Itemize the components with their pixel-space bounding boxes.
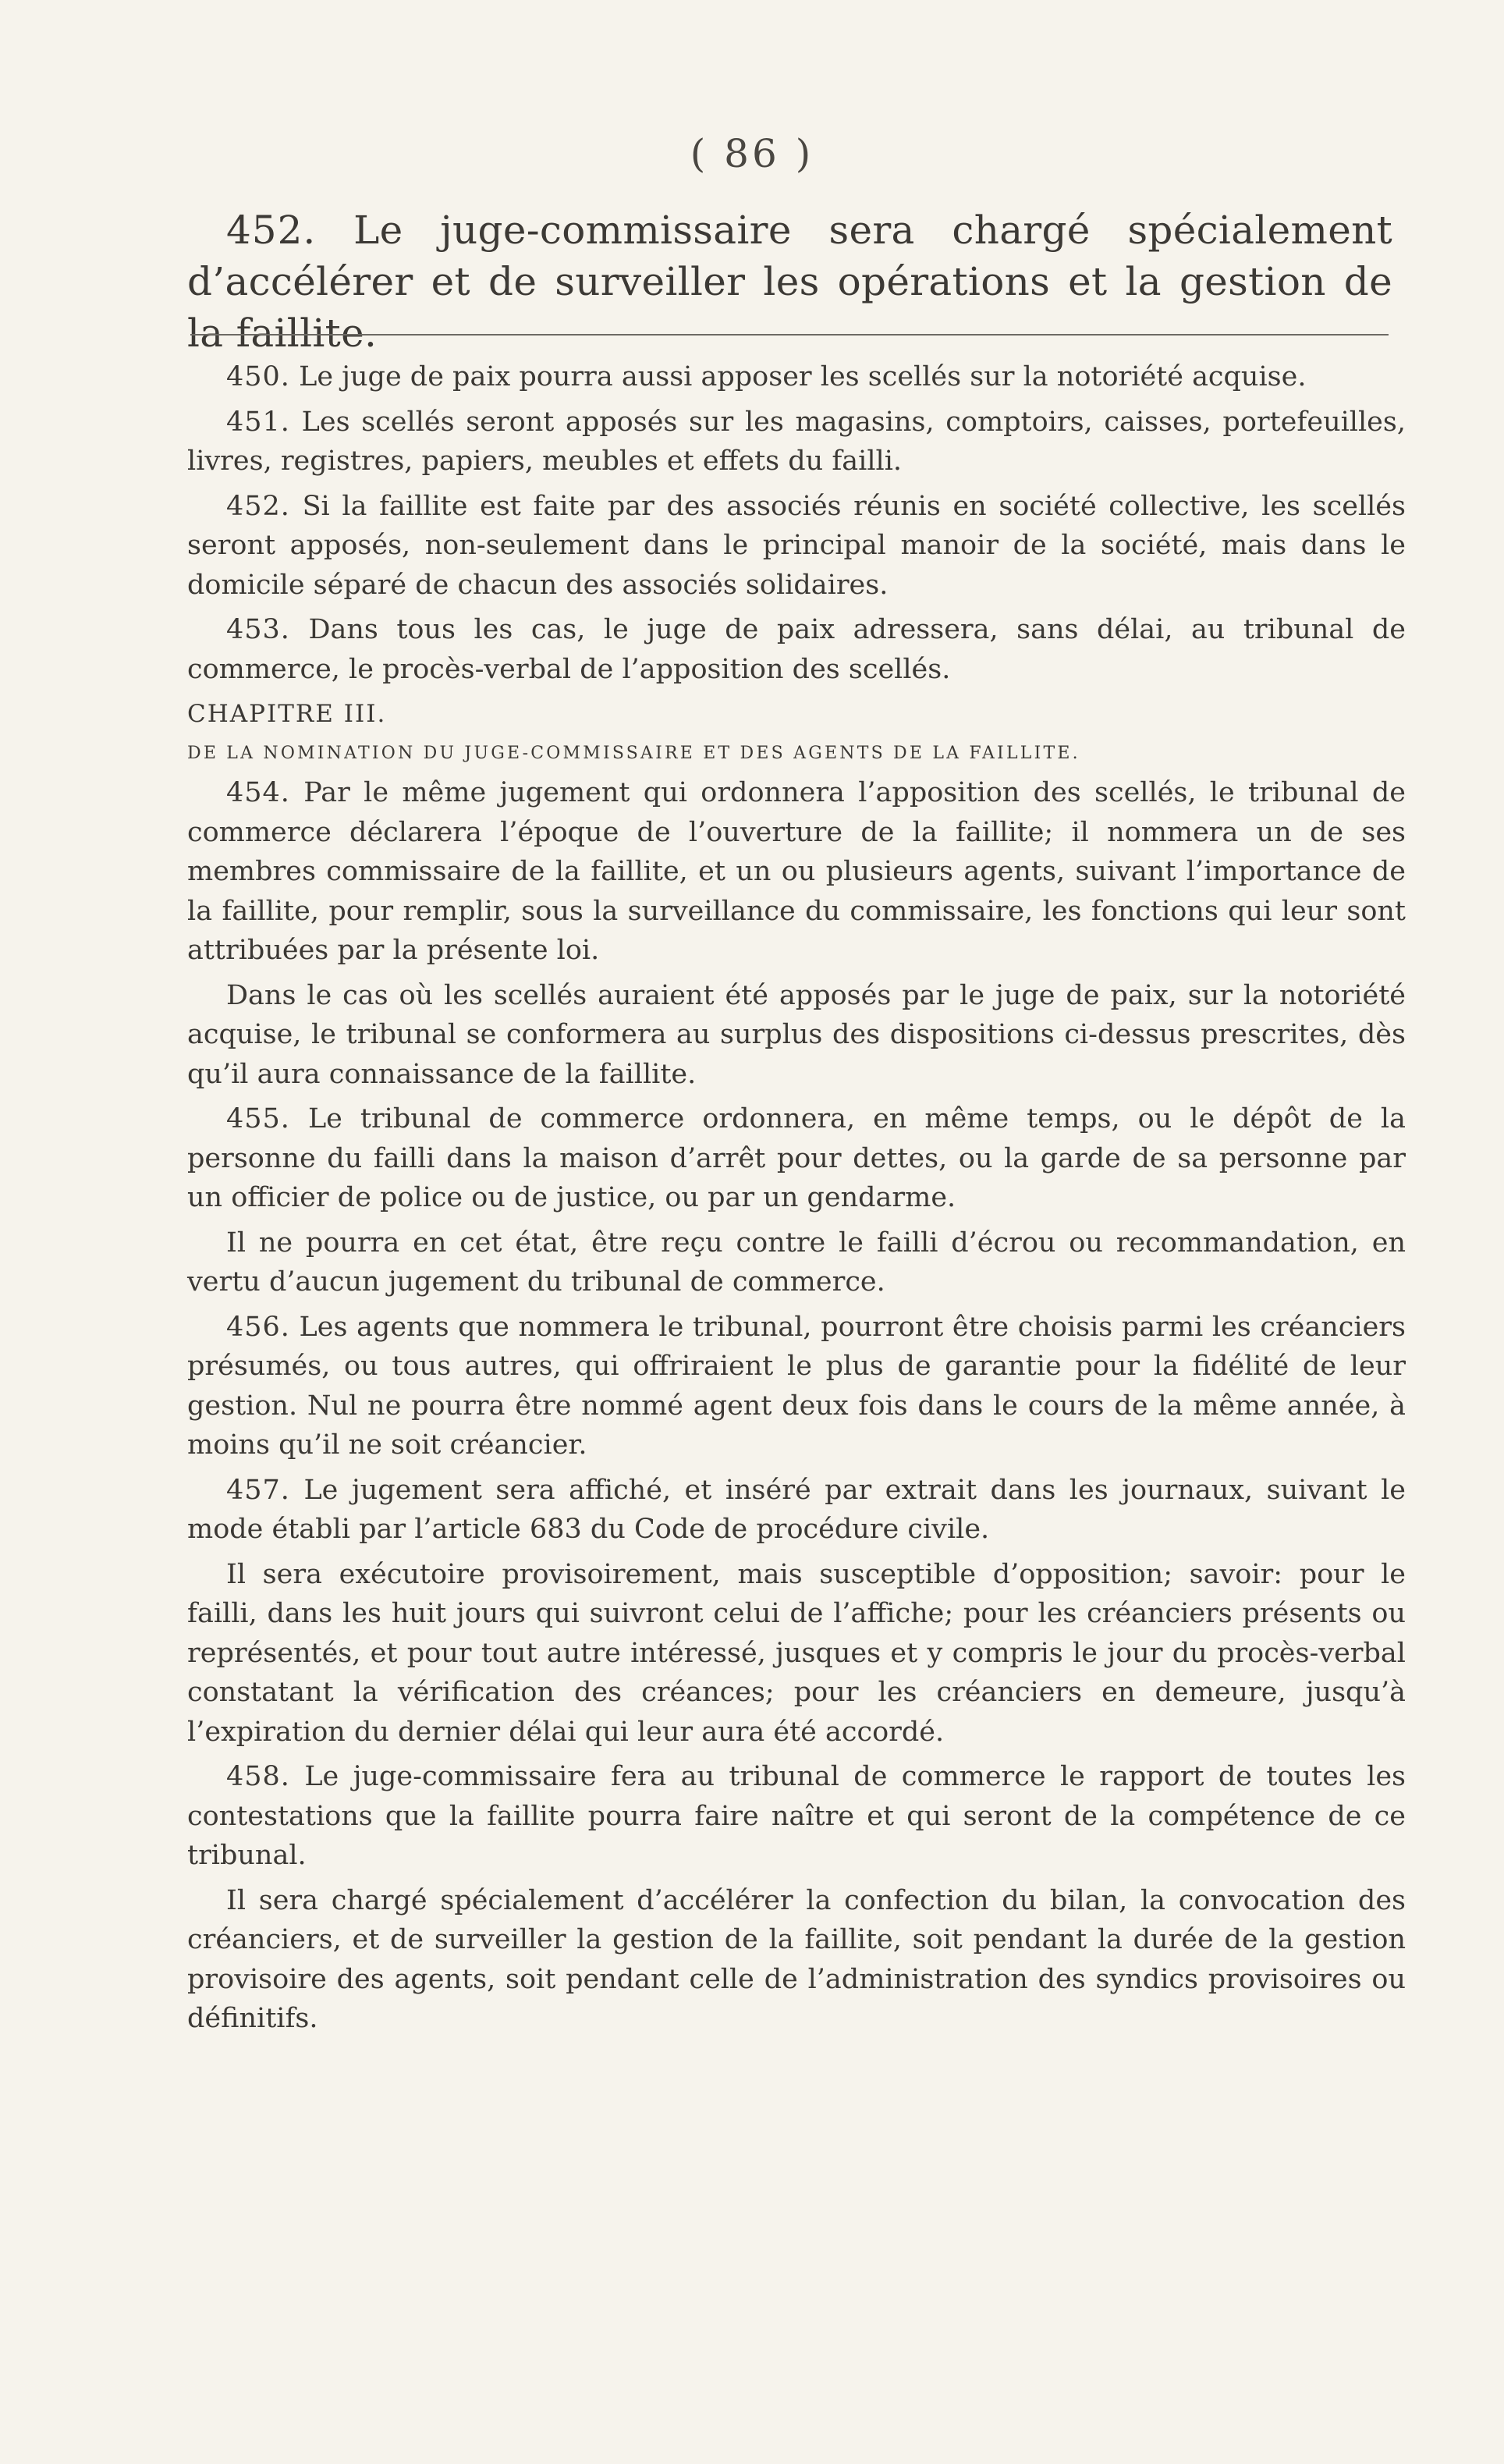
article-number: 456. xyxy=(226,1311,290,1343)
top-article xyxy=(187,204,1392,359)
article-number: 455. xyxy=(226,1103,290,1134)
articles-body xyxy=(187,357,1406,2044)
article-text: Le juge de paix pourra aussi apposer les scellés sur la notoriété acquise. xyxy=(299,361,1307,392)
article-text: Le juge-commissaire fera au tribunal de commerce le rapport de toutes les contestations que la faillite pourra faire naître et qui seront de la compétence de ce tribunal. xyxy=(187,1761,1406,1871)
article-text: Dans le cas où les scellés auraient été apposés par le juge de paix, sur la notoriété acquise, le tribunal se conformera au surplus des dispositions ci-dessus prescrites, dès qu’il aura connaissance de la faillite. xyxy=(187,979,1406,1090)
article-number: 457. xyxy=(226,1474,290,1506)
article-number: 452. xyxy=(226,208,317,253)
article-text: Il sera chargé spécialement d’accélérer la confection du bilan, la convocation des créanciers, et de surveiller la gestion de la faillite, soit pendant la durée de la gestion provisoire des agents, soit pendant celle de l’administration des syndics provisoires ou définitifs. xyxy=(187,1884,1406,2034)
article-paragraph xyxy=(187,1757,1406,1876)
article-number: 451. xyxy=(226,406,290,438)
article-number: 450. xyxy=(226,361,290,392)
article-paragraph xyxy=(187,403,1406,481)
article-text: Le jugement sera affiché, et inséré par extrait dans les journaux, suivant le mode établi par l’article 683 du Code de procédure civile. xyxy=(187,1474,1406,1545)
article-number: 453. xyxy=(226,614,290,645)
article-paragraph xyxy=(187,487,1406,605)
article-number: 458. xyxy=(226,1761,290,1792)
article-paragraph xyxy=(187,976,1406,1095)
article-text: Il sera exécutoire provisoirement, mais susceptible d’opposition; savoir: pour le failli, dans les huit jours qui suivront celui de l’affiche; pour les créanciers présents ou représentés, et pour tout autre intéressé, jusques et y compris le jour du procès-verbal constatant la vérification des créances; pour les créanciers en demeure, jusqu’à l’expiration du dernier délai qui leur aura été accordé. xyxy=(187,1558,1406,1748)
article-paragraph xyxy=(187,1223,1406,1302)
article-text: Par le même jugement qui ordonnera l’apposition des scellés, le tribunal de commerce déclarera l’époque de l’ouverture de la faillite; il nommera un de ses membres commissaire de la faillite, et un ou plusieurs agents, suivant l’importance de la faillite, pour remplir, sous la surveillance du commissaire, les fonctions qui leur sont attribuées par la présente loi. xyxy=(187,777,1406,966)
article-paragraph xyxy=(187,1308,1406,1465)
article-text: Les scellés seront apposés sur les magasins, comptoirs, caisses, portefeuilles, livres, registres, papiers, meubles et effets du failli. xyxy=(187,406,1406,477)
article-text: Dans tous les cas, le juge de paix adressera, sans délai, au tribunal de commerce, le procès-verbal de l’apposition des scellés. xyxy=(187,614,1406,685)
article-paragraph xyxy=(187,1555,1406,1752)
page-number: ( 86 ) xyxy=(690,131,814,176)
article-text: Le tribunal de commerce ordonnera, en même temps, ou le dépôt de la personne du failli dans la maison d’arrêt pour dettes, ou la garde de sa personne par un officier de police ou de justice, ou par un gendarme. xyxy=(187,1103,1406,1213)
article-paragraph xyxy=(187,1099,1406,1218)
article-paragraph xyxy=(187,1881,1406,2039)
article-number: 454. xyxy=(226,777,290,808)
article-paragraph xyxy=(187,357,1406,397)
article-paragraph xyxy=(187,610,1406,689)
chapter-title: CHAPITRE III. xyxy=(187,700,387,728)
section-divider xyxy=(190,334,1389,336)
article-number: 452. xyxy=(226,490,290,522)
article-paragraph xyxy=(187,1471,1406,1550)
article-paragraph xyxy=(187,773,1406,971)
chapter-subtitle: DE LA NOMINATION DU JUGE-COMMISSAIRE ET DES AGENTS DE LA FAILLITE. xyxy=(187,743,1080,763)
article-text: Il ne pourra en cet état, être reçu contre le failli d’écrou ou recommandation, en vertu d’aucun jugement du tribunal de commerce. xyxy=(187,1227,1406,1298)
article-text: Le juge-commissaire sera chargé spécialement d’accélérer et de surveiller les opérations et la gestion de la faillite. xyxy=(187,208,1392,356)
article-text: Si la faillite est faite par des associés réunis en société collective, les scellés seront apposés, non-seulement dans le principal manoir de la société, mais dans le domicile séparé de chacun des associés solidaires. xyxy=(187,490,1406,601)
article-text: Les agents que nommera le tribunal, pourront être choisis parmi les créanciers présumés, ou tous autres, qui offriraient le plus de garantie pour la fidélité de leur gestion. Nul ne pourra être nommé agent deux fois dans le cours de la même année, à moins qu’il ne soit créancier. xyxy=(187,1311,1406,1461)
